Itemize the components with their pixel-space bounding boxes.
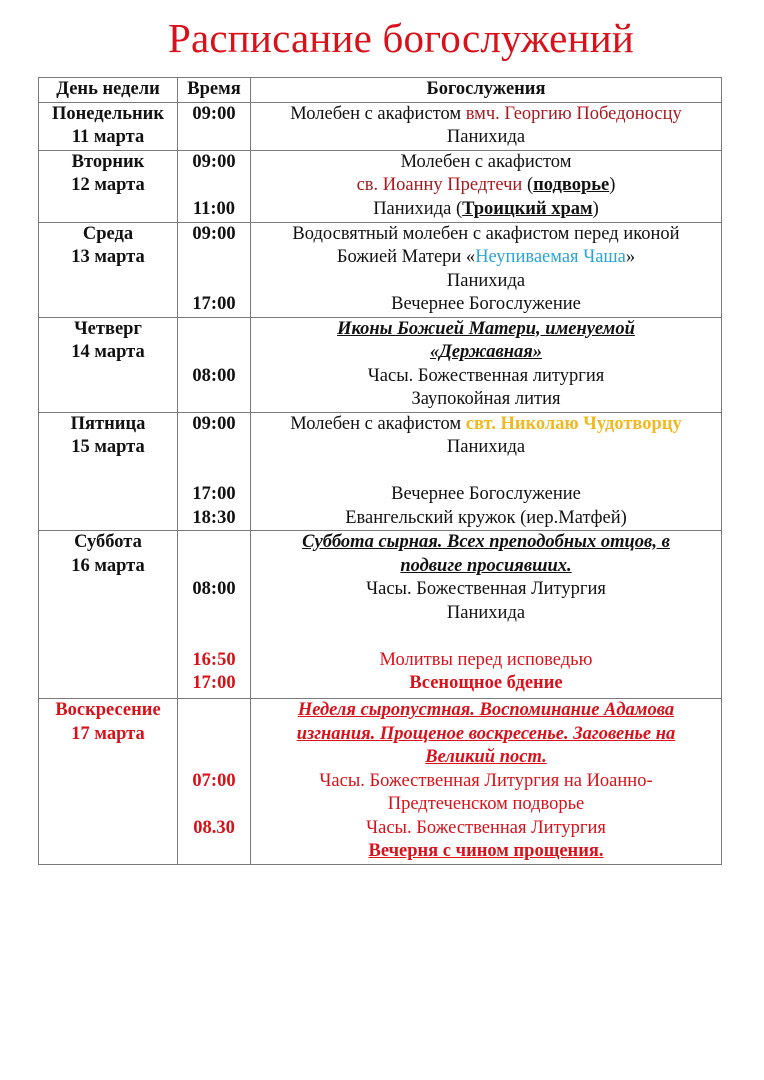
place-name: Троицкий храм (462, 198, 593, 219)
time-value: 09:00 (192, 223, 236, 244)
time-cell (178, 531, 251, 699)
service-line: Вечернее Богослужение (391, 484, 581, 504)
service-line: Вечерня с чином прощения. (368, 841, 604, 861)
day-cell (39, 102, 178, 150)
table-row-sunday (39, 699, 722, 865)
time-value: 08:00 (192, 579, 236, 599)
service-line: Панихида (446, 270, 526, 291)
icon-name: Неупиваемая Чаша (475, 247, 626, 267)
day-date: 17 марта (71, 723, 145, 744)
day-date: 16 марта (71, 555, 145, 576)
services-cell (251, 699, 722, 865)
service-line: Всенощное бдение (409, 673, 563, 693)
table-header-row (39, 78, 722, 103)
service-line: Молебен с акафистом вмч. Георгию Победоносцу (290, 103, 682, 124)
service-line (251, 460, 721, 484)
day-date: 14 марта (71, 342, 145, 362)
page-title: Расписание богослужений (167, 15, 634, 61)
feast-title: изгнания. Прощеное воскресенье. Заговенье на (296, 723, 676, 744)
day-cell (39, 222, 178, 317)
service-line: Панихида (446, 602, 526, 623)
time-value: 17:00 (192, 294, 236, 314)
time-cell (178, 102, 251, 150)
time-value: 11:00 (192, 198, 236, 219)
table-row-saturday (39, 531, 722, 699)
time-value: 16:50 (192, 649, 236, 670)
time-value: 07:00 (192, 770, 236, 791)
service-line: Панихида (446, 127, 526, 147)
feast-title: Суббота сырная. Всех преподобных отцов, в (302, 532, 670, 552)
day-date: 15 марта (71, 437, 145, 457)
feast-title: Иконы Божией Матери, именуемой (337, 318, 635, 339)
service-line: Водосвятный молебен с акафистом перед иконой (292, 223, 680, 244)
day-cell (39, 531, 178, 699)
table-row-wednesday (39, 222, 722, 317)
feast-title: Великий пост. (425, 747, 547, 767)
time-value: 08:00 (192, 365, 236, 386)
day-name: Пятница (70, 413, 146, 434)
header-time: Время (178, 78, 251, 103)
day-name: Среда (82, 223, 134, 244)
service-line: Предтеченском подворье (387, 794, 585, 814)
day-name: Вторник (71, 151, 145, 172)
time-value: 08.30 (193, 817, 235, 838)
table-row-friday (39, 412, 722, 531)
day-date: 13 марта (71, 247, 145, 267)
time-value: 17:00 (192, 673, 236, 693)
day-name: Суббота (74, 532, 142, 552)
service-line: Молебен с акафистом свт. Николаю Чудотворцу (290, 413, 682, 434)
service-line: Панихида (446, 437, 526, 457)
service-line: Заупокойная лития (411, 389, 561, 409)
day-cell (39, 150, 178, 222)
time-cell (178, 222, 251, 317)
service-line: Молитвы перед исповедью (379, 649, 593, 670)
place-name: подворье (533, 175, 610, 195)
services-cell (251, 102, 722, 150)
services-cell (251, 412, 722, 531)
day-name: Воскресение (55, 700, 161, 720)
time-cell (178, 150, 251, 222)
feast-title: подвиге просиявших. (400, 555, 572, 576)
time-value: 09:00 (192, 103, 236, 124)
services-cell (251, 222, 722, 317)
day-date: 12 марта (71, 175, 145, 195)
service-line: Часы. Божественная Литургия на Иоанно- (319, 770, 653, 791)
services-cell (251, 150, 722, 222)
saint-name: свт. Николаю Чудотворцу (465, 413, 682, 434)
header-services: Богослужения (251, 78, 722, 103)
header-day: День недели (39, 78, 178, 103)
day-name: Четверг (74, 318, 142, 339)
day-cell (39, 412, 178, 531)
time-cell (178, 699, 251, 865)
table-row-tuesday (39, 150, 722, 222)
services-cell (251, 317, 722, 412)
time-value: 18:30 (192, 507, 236, 528)
table-row-monday (39, 102, 722, 150)
service-line: Молебен с акафистом (400, 151, 572, 172)
service-line: Божией Матери «Неупиваемая Чаша» (336, 247, 636, 267)
services-cell (251, 531, 722, 699)
service-line: Панихида (Троицкий храм) (373, 198, 599, 219)
service-line: Часы. Божественная литургия (367, 365, 605, 386)
day-date: 11 марта (71, 127, 145, 147)
schedule-table (38, 77, 722, 865)
day-name: Понедельник (52, 103, 164, 124)
service-line: Часы. Божественная Литургия (366, 817, 606, 838)
table-row-thursday (39, 317, 722, 412)
feast-title: Неделя сыропустная. Воспоминание Адамова (297, 700, 675, 720)
day-cell (39, 699, 178, 865)
saint-name: св. Иоанну Предтечи (356, 175, 523, 195)
service-line: св. Иоанну Предтечи (подворье) (356, 175, 616, 195)
time-value: 09:00 (192, 151, 236, 172)
saint-name: вмч. Георгию Победоносцу (465, 103, 682, 124)
time-cell (178, 412, 251, 531)
service-line: Вечернее Богослужение (391, 294, 581, 314)
feast-title: «Державная» (429, 342, 543, 362)
service-line (251, 625, 721, 649)
time-value: 09:00 (192, 413, 236, 434)
day-cell (39, 317, 178, 412)
time-value: 17:00 (192, 484, 236, 504)
service-line: Часы. Божественная Литургия (366, 579, 606, 599)
time-cell (178, 317, 251, 412)
service-line: Евангельский кружок (иер.Матфей) (345, 507, 627, 528)
